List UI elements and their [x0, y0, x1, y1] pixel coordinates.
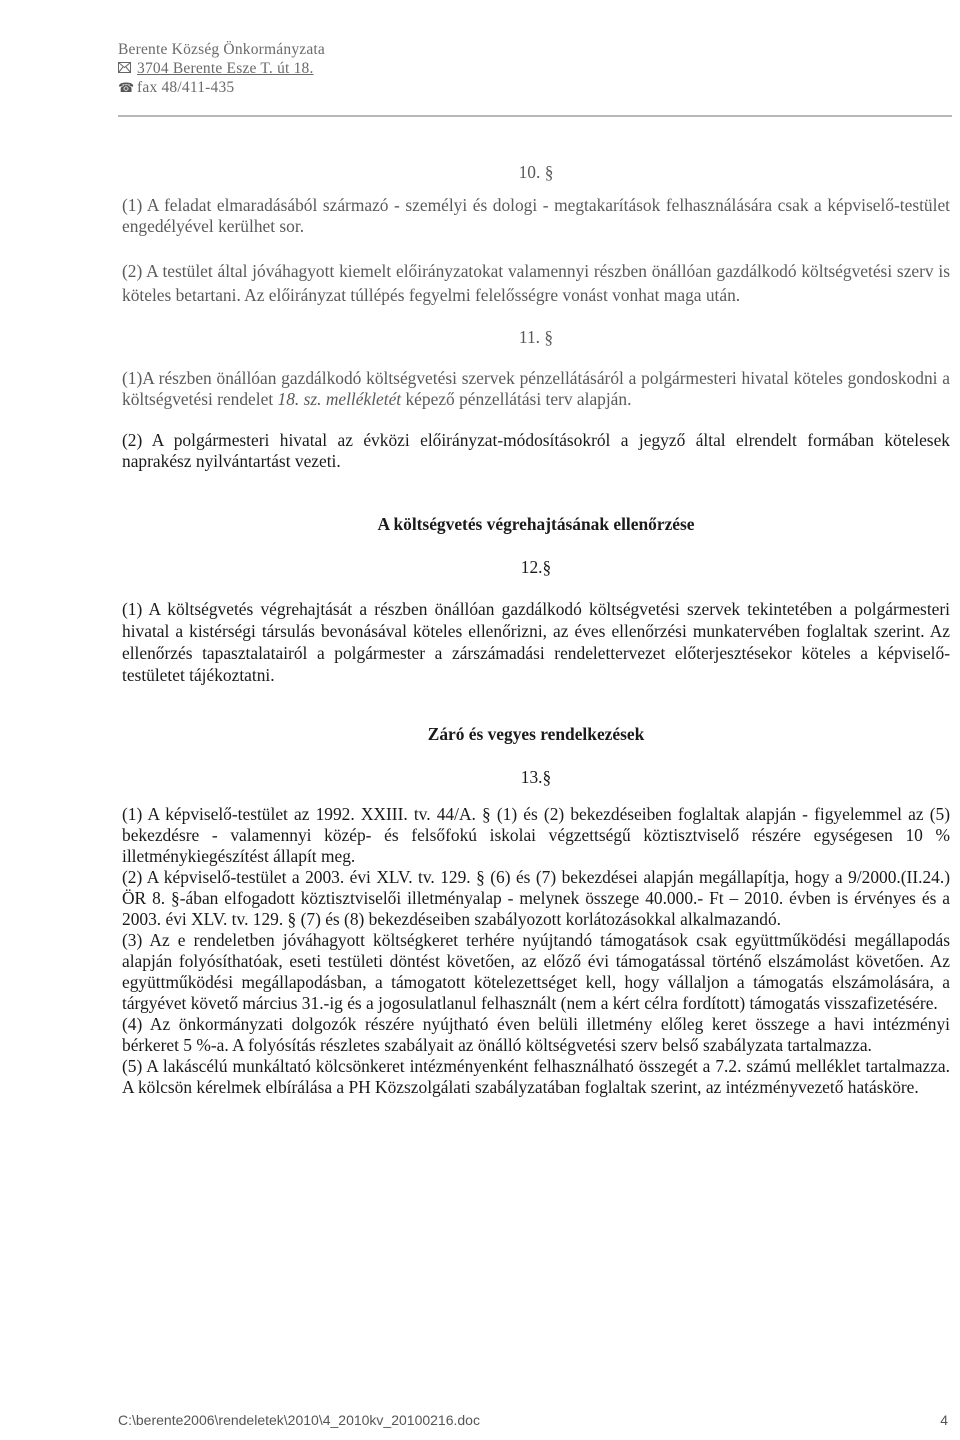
heading-final-provisions: Záró és vegyes rendelkezések [427, 724, 645, 744]
phone-icon: ☎ [118, 80, 135, 95]
section-10-number: 10. § [518, 162, 554, 182]
letterhead-phone-row [118, 78, 325, 97]
section-11-paragraph-1 [122, 368, 950, 410]
section-13-paragraph-1: (1) A képviselő-testület az 1992. XXIII. tv. 44/A. § (1) és (2) bekezdéseiben foglaltak alapján - figyelemmel az (5) bekezdésre - valamennyi közép- és felsőfokú iskolai végzettségű köztisztviselő részére egységesen 10 % illetménykiegészítést állapít meg. [122, 804, 950, 866]
org-phone: fax 48/411-435 [137, 79, 235, 96]
file-path: C:\berente2006\rendeletek\2010\4_2010kv_20100216.doc [118, 1412, 480, 1428]
letterhead-address-row [118, 59, 325, 78]
section-12-number: 12.§ [520, 557, 552, 577]
section-13-paragraph-2: (2) A képviselő-testület a 2003. évi XLV. tv. 129. § (6) és (7) bekezdései alapján megállapítja, hogy a 9/2000.(II.24.) ÖR 8. §-ában elfogadott köztisztviselői illetményalap - melynek összege 40.000.- Ft – 2010. évben is érvényes és a 2003. évi XLV. tv. 129. § (7) és (8) bekezdéseiben szabályozott korlátozásokkal alkalmazandó. [122, 867, 950, 929]
section-10-paragraph-2: (2) A testület által jóváhagyott kiemelt előirányzatokat valamennyi részben önállóan gazdálkodó költségvetési szerv is köteles betartani. Az előirányzat túllépés fegyelmi felelősségre vonást vonhat maga után. [122, 261, 950, 305]
section-11-paragraph-2: (2) A polgármesteri hivatal az évközi előirányzat-módosításokról a jegyző által elrendelt formában kötelesek naprakész nyilvántartást vezeti. [122, 430, 950, 471]
envelope-icon [118, 59, 134, 78]
heading-budget-control: A költségvetés végrehajtásának ellenőrzése [377, 514, 695, 534]
section-12-paragraph-1: (1) A költségvetés végrehajtását a részben önállóan gazdálkodó költségvetési szervek tekintetében a polgármesteri hivatal a kistérségi társulás bevonásával köteles ellenőrizni, az éves ellenőrzési munkatervében foglaltak szerint. Az ellenőrzés tapasztalatairól a polgármester a zárszámadási rendelettervezet előterjesztésekor köteles a képviselő-testületet tájékoztatni. [122, 599, 950, 685]
section-13-number: 13.§ [520, 767, 552, 787]
section-13-paragraph-3: (3) Az e rendeletben jóváhagyott költségkeret terhére nyújtandó támogatások csak együttműködési megállapodás alapján folyósíthatóak, eseti testületi döntést követően, az előző évi támogatással történő elszámolást követően. Az együttműködési megállapodásban, a támogatott kötelezettséget kell, hogy vállaljon a támogatás elszámolására, a tárgyévet követő március 31.-ig és a jogosulatlanul felhasznált (nem a kért célra fordított) támogatás visszafizetésére. [122, 930, 950, 1013]
s11-p1-italic: 18. sz. mellékletét [277, 389, 402, 409]
section-13-paragraph-5: (5) A lakáscélú munkáltató kölcsönkeret intézményenként felhasználható összegét a 7.2. számú melléklet tartalmazza. A kölcsön kérelmek elbírálása a PH Közszolgálati szabályzatában foglaltak szerint, az intézményvezető hatásköre. [122, 1056, 950, 1097]
header-rule [118, 115, 952, 117]
s11-p1-text-a: (1)A részben önállóan gazdálkodó költségvetési szervek pénzellátásáról a polgármesteri hivatal köteles gondoskodni a költségvetési rendelet [122, 368, 950, 409]
section-11-number: 11. § [518, 327, 554, 347]
s11-p1-text-b: képező pénzellátási terv alapján. [401, 389, 632, 409]
page-number: 4 [940, 1412, 948, 1428]
section-13-paragraph-4: (4) Az önkormányzati dolgozók részére nyújtható éven belüli illetmény előleg keret összege a havi intézményi bérkeret 5 %-a. A folyósítás részletes szabályait az önálló költségvetési szerv belső szabályzata tartalmazza. [122, 1014, 950, 1055]
page-footer [118, 1412, 948, 1428]
document-body [122, 160, 950, 1098]
section-10-paragraph-1: (1) A feladat elmaradásából származó - személyi és dologi - megtakarítások felhasználására csak a képviselő-testület engedélyével kerülhet sor. [122, 195, 950, 236]
letterhead [118, 40, 325, 97]
org-name: Berente Község Önkormányzata [118, 41, 326, 58]
org-address: 3704 Berente Esze T. út 18. [137, 60, 314, 77]
letterhead-org [118, 40, 325, 59]
